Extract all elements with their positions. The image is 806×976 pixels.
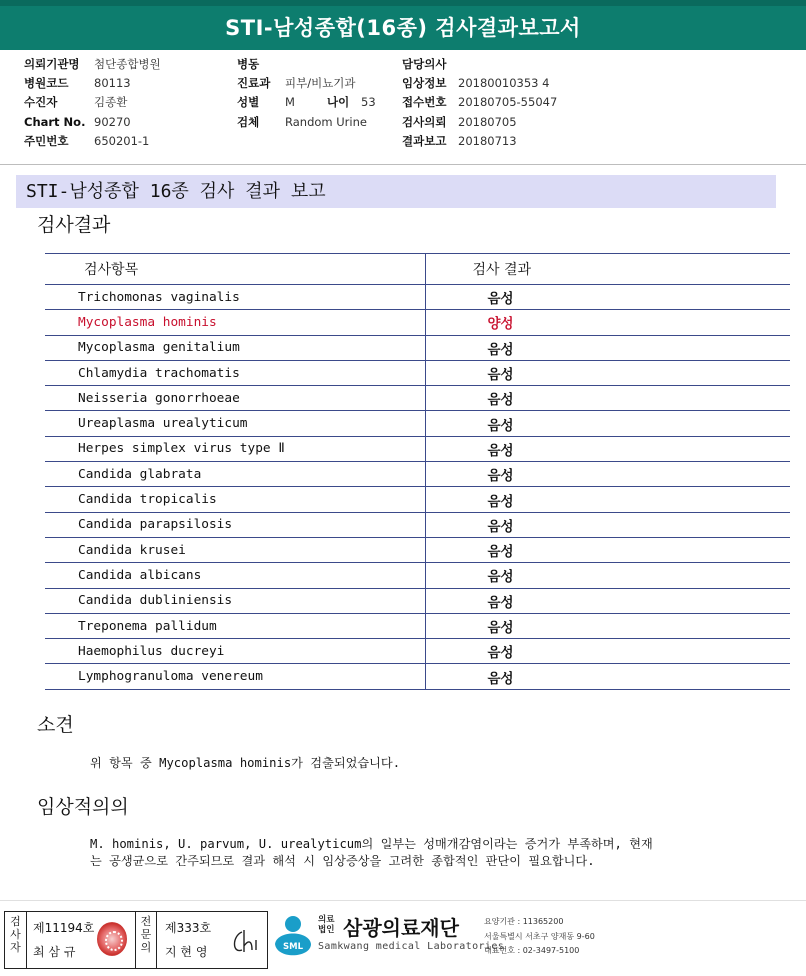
test-item: Neisseria gonorrhoeae [45, 386, 425, 411]
receipt-row: 접수번호 20180705-55047 [402, 95, 558, 109]
test-result: 음성 [425, 588, 790, 613]
col-item-header: 검사항목 [45, 254, 425, 285]
table-row [45, 285, 790, 310]
finding-text: 위 항목 중 Mycoplasma hominis가 검출되었습니다. [90, 756, 401, 770]
table-row [45, 588, 790, 613]
clinical-info-row: 임상정보 20180010353 4 [402, 76, 550, 90]
test-result: 음성 [425, 613, 790, 638]
patient-row: 수진자 김종환 [24, 95, 128, 109]
finding-heading: 소견 [37, 714, 74, 736]
table-row [45, 487, 790, 512]
table-row [45, 335, 790, 360]
specialist-number: 제333호 [165, 921, 212, 935]
test-item: Candida dubliniensis [45, 588, 425, 613]
report-title-bar [0, 0, 806, 50]
test-item: Chlamydia trachomatis [45, 360, 425, 385]
footer-divider [0, 900, 806, 901]
test-result: 음성 [425, 335, 790, 360]
test-result: 음성 [425, 537, 790, 562]
table-row [45, 310, 790, 335]
chart-row: Chart No. 90270 [24, 115, 131, 129]
test-result: 음성 [425, 512, 790, 537]
dept-row: 진료과 피부/비뇨기과 [237, 76, 356, 90]
clinical-text-line-1: M. hominis, U. parvum, U. urealyticum의 일부는 성매개감염이라는 증거가 부족하며, 현재 [90, 837, 653, 851]
test-result: 음성 [425, 664, 790, 689]
table-row [45, 639, 790, 664]
test-item: Candida albicans [45, 563, 425, 588]
test-item: Mycoplasma genitalium [45, 335, 425, 360]
report-heading: STI-남성종합 16종 검사 결과 보고 [16, 175, 776, 208]
test-result: 음성 [425, 285, 790, 310]
institution-number: 요양기관 : 11365200 [484, 917, 564, 926]
ward-row: 병동 [237, 57, 260, 71]
test-result: 음성 [425, 487, 790, 512]
test-result: 음성 [425, 436, 790, 461]
report-date-row: 결과보고 20180713 [402, 134, 517, 148]
test-result: 음성 [425, 360, 790, 385]
test-result: 음성 [425, 462, 790, 487]
table-row [45, 436, 790, 461]
divider [0, 164, 806, 165]
test-item: Herpes simplex virus type Ⅱ [45, 436, 425, 461]
col-result-header: 검사 결과 [425, 254, 790, 285]
test-result: 음성 [425, 563, 790, 588]
doctor-row: 담당의사 [402, 57, 447, 71]
test-item: Candida glabrata [45, 462, 425, 487]
tester-name: 최 삼 규 [33, 945, 76, 959]
test-item: Candida krusei [45, 537, 425, 562]
table-row [45, 360, 790, 385]
org-prefix: 의료 법인 [318, 915, 335, 935]
test-item: Lymphogranuloma venereum [45, 664, 425, 689]
test-result: 음성 [425, 411, 790, 436]
clinical-text-line-2: 는 공생균으로 간주되므로 결과 해석 시 임상증상을 고려한 종합적인 판단이 필요합니다. [90, 854, 595, 868]
test-item: Mycoplasma hominis [45, 310, 425, 335]
request-row: 검사의뢰 20180705 [402, 115, 517, 129]
specialist-label: 전문의 [135, 912, 157, 968]
clinical-heading: 임상적의의 [37, 796, 129, 818]
specimen-row: 검체 Random Urine [237, 115, 367, 129]
org-english-name: Samkwang medical Laboratories [318, 941, 505, 952]
table-row [45, 411, 790, 436]
test-result: 음성 [425, 386, 790, 411]
table-row [45, 613, 790, 638]
tester-label: 검사자 [5, 912, 27, 968]
table-row [45, 537, 790, 562]
org-address: 서울특별시 서초구 양재동 9-60 [484, 932, 595, 941]
table-row [45, 386, 790, 411]
sml-logo-icon [271, 912, 313, 962]
table-header [45, 254, 790, 285]
test-result: 음성 [425, 639, 790, 664]
test-item: Treponema pallidum [45, 613, 425, 638]
test-item: Haemophilus ducreyi [45, 639, 425, 664]
seal-icon [97, 922, 127, 956]
svg-text:SML: SML [283, 942, 303, 952]
table-row [45, 462, 790, 487]
org-phone: 대표번호 : 02-3497-5100 [484, 946, 580, 955]
results-heading: 검사결과 [37, 214, 111, 236]
tester-number: 제11194호 [33, 921, 95, 935]
sex-row: 성별 M 나이 53 [237, 95, 376, 109]
specialist-name: 지 현 영 [165, 945, 208, 959]
table-row [45, 563, 790, 588]
signature-icon [228, 924, 262, 958]
hospital-row: 의뢰기관명 첨단종합병원 [24, 57, 161, 71]
id-row: 주민번호 650201-1 [24, 134, 150, 148]
test-item: Candida tropicalis [45, 487, 425, 512]
table-row [45, 512, 790, 537]
results-table [45, 253, 790, 690]
code-row: 병원코드 80113 [24, 76, 131, 90]
table-row [45, 664, 790, 689]
test-item: Trichomonas vaginalis [45, 285, 425, 310]
report-title: STI-남성종합(16종) 검사결과보고서 [225, 16, 581, 40]
signature-box [4, 911, 268, 969]
test-result-positive: 양성 [425, 310, 790, 335]
org-name: 삼광의료재단 [343, 916, 459, 940]
test-item: Candida parapsilosis [45, 512, 425, 537]
test-item: Ureaplasma urealyticum [45, 411, 425, 436]
